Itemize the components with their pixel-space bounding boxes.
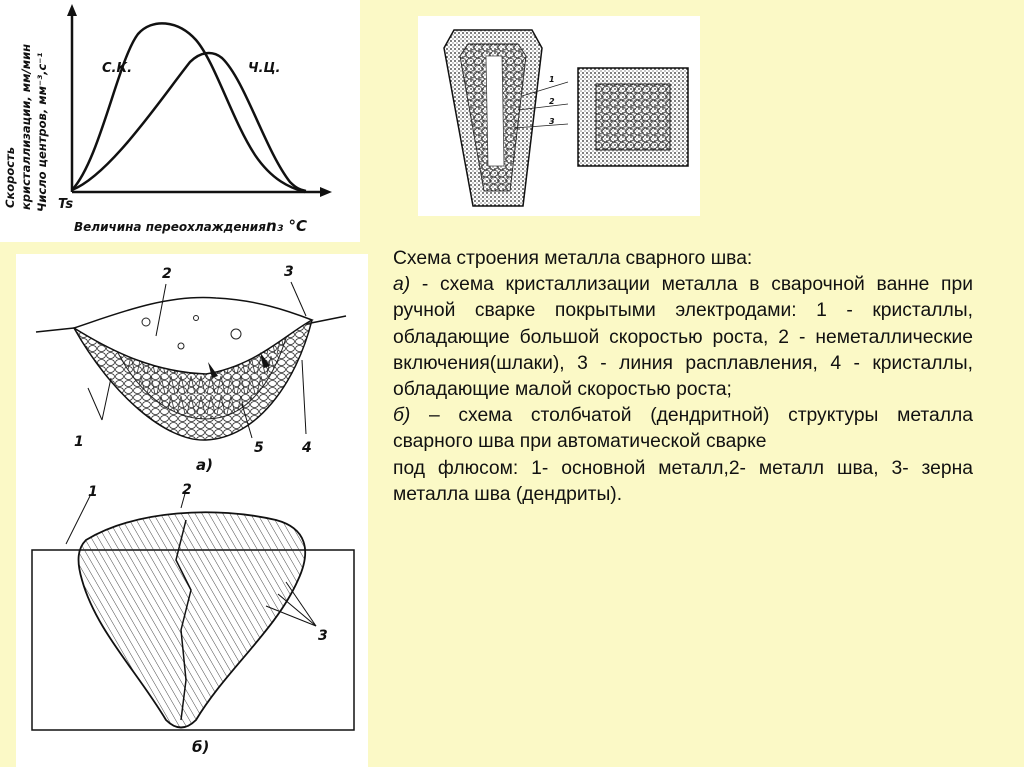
part-b-prefix: б): [393, 405, 411, 427]
part-a-prefix: а): [393, 274, 411, 296]
ingot-center-zone: [486, 56, 504, 166]
crystallization-graph: [0, 0, 360, 242]
weld-b-callout-3: 3: [318, 628, 328, 644]
weld-b-callout-1: 1: [88, 484, 98, 500]
part-a-text: - схема кристаллизации металла в сварочной ванне при ручной сварке покрытыми электродами: 1 - кристаллы, обладающие большой скоростью роста, 2 - неметаллические включения(шлаки), 3 - линия расплавления, 4 - кристаллы, обладающие малой скоростью роста;: [393, 274, 973, 401]
description-part-a: [393, 272, 973, 403]
ingot-callout-3: 3: [549, 117, 555, 126]
weld-a-svg: [16, 254, 368, 480]
weld-b-caption: б): [192, 738, 210, 756]
weld-a-callout-1: 1: [74, 434, 84, 450]
description-part-b: [393, 403, 973, 455]
weld-b-svg: [16, 480, 368, 767]
weld-a-callout-5: 5: [254, 440, 264, 456]
x-axis-label: Величина переохлаждения: [74, 220, 266, 234]
weld-a-caption: а): [196, 456, 213, 474]
curve-chc-label: Ч.Ц.: [248, 61, 281, 76]
ingot-callout-1: 1: [549, 75, 555, 84]
description-text: [393, 246, 973, 508]
weld-metal: [79, 512, 306, 727]
description-part-b2: под флюсом: 1- основной металл,2- металл шва, 3- зерна металла шва (дендриты).: [393, 457, 973, 505]
ingot-callout-2: 2: [549, 97, 555, 106]
description-title: Схема строения металла сварного шва:: [393, 248, 753, 269]
graph-svg: [0, 0, 360, 242]
x-axis-arrow: [320, 187, 332, 197]
y-label-line1: Скорость: [3, 146, 17, 208]
x-axis-unit: n₃ °С: [266, 217, 307, 235]
weld-pool-figure-a: [16, 254, 368, 480]
curve-sk-label: С.К.: [102, 61, 133, 76]
y-label-line3: Число центров, мм⁻³,с⁻¹: [35, 52, 49, 212]
weld-a-callout-4: 4: [302, 440, 312, 456]
ingot-structure-figure: [418, 16, 700, 216]
y-axis-arrow: [67, 4, 77, 16]
weld-a-callout-2: 2: [162, 266, 172, 282]
weld-dendrite-figure-b: [16, 480, 368, 767]
curve-sk: [72, 23, 305, 192]
part-b-text: – схема столбчатой (дендритной) структуры металла сварного шва при автоматической сварке: [393, 405, 973, 453]
weld-b-callout-2: 2: [182, 482, 192, 498]
origin-label: Ts: [58, 197, 74, 212]
ingot-section-core: [596, 84, 670, 150]
ingot-svg: [418, 16, 700, 216]
y-label-line2: кристаллизации, мм/мин: [19, 43, 33, 210]
weld-a-callout-3: 3: [284, 264, 294, 280]
